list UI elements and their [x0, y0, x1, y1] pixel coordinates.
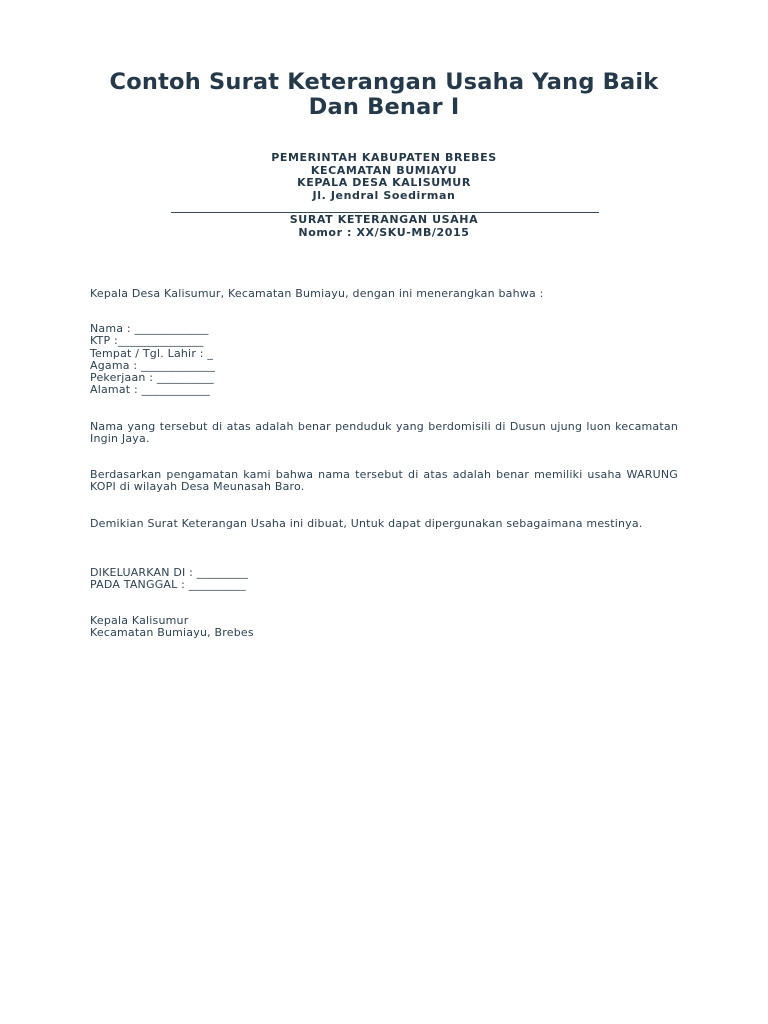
issued-info [90, 567, 678, 592]
letter-number: Nomor : XX/SKU-MB/2015 [298, 225, 470, 239]
identity-fields [90, 323, 678, 397]
field-ktp: KTP :_______________ [90, 334, 204, 348]
field-occupation: Pekerjaan : __________ [90, 371, 214, 385]
issued-date: PADA TANGGAL : __________ [90, 578, 246, 592]
business-paragraph: Berdasarkan pengamatan kami bahwa nama tersebut di atas adalah benar memiliki usaha WARUNG KOPI di wilayah Desa Meunasah Baro. [90, 468, 678, 494]
letterhead-district: KECAMATAN BUMIAYU [310, 163, 458, 177]
field-birth-place-date: Tempat / Tgl. Lahir : _ [90, 346, 214, 360]
signoff-location: Kecamatan Bumiayu, Brebes [90, 626, 254, 640]
signoff-title: Kepala Kalisumur [90, 614, 189, 627]
residence-paragraph: Nama yang tersebut di atas adalah benar penduduk yang berdomisili di Dusun ujung luon kecamatan Ingin Jaya. [90, 420, 678, 446]
closing-paragraph: Demikian Surat Keterangan Usaha ini dibuat, Untuk dapat dipergunakan sebagaimana mestinya. [90, 517, 643, 530]
issued-place: DIKELUARKAN DI : _________ [90, 566, 249, 579]
letter-subject [90, 214, 678, 239]
signoff [90, 615, 678, 640]
document-title-line-2: Dan Benar I [308, 94, 460, 120]
field-address: Alamat : ____________ [90, 383, 210, 397]
letterhead-village-head: KEPALA DESA KALISUMUR [297, 176, 471, 189]
letterhead-government: PEMERINTAH KABUPATEN BREBES [271, 151, 497, 164]
field-religion: Agama : _____________ [90, 358, 216, 372]
intro-paragraph: Kepala Desa Kalisumur, Kecamatan Bumiayu, dengan ini menerangkan bahwa : [90, 287, 544, 300]
letterhead-address: Jl. Jendral Soedirman [312, 188, 456, 202]
field-name: Nama : _____________ [90, 322, 209, 335]
document-title-line-1: Contoh Surat Keterangan Usaha Yang Baik [109, 69, 659, 95]
letterhead [90, 152, 678, 202]
letter-subject-title: SURAT KETERANGAN USAHA [289, 213, 479, 226]
document-title [80, 70, 688, 120]
